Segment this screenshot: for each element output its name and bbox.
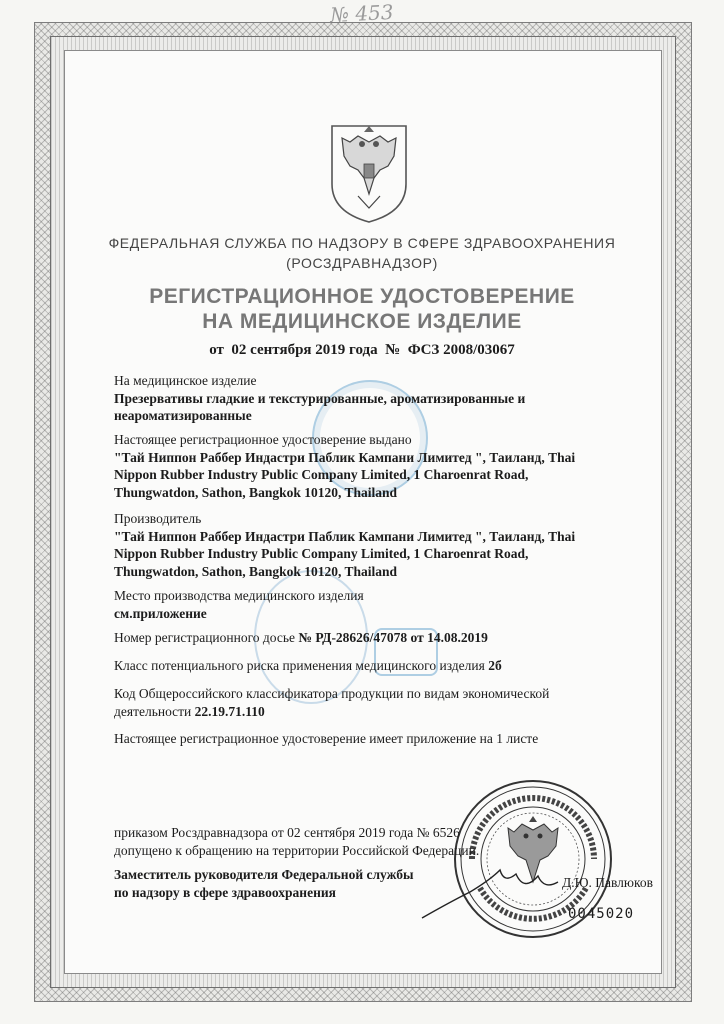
document-number — [90, 340, 634, 360]
device-label: На медицинское изделие — [114, 373, 257, 388]
manufacturer-section — [114, 510, 594, 580]
issued-to-label: Настоящее регистрационное удостоверение выдано — [114, 432, 412, 447]
device-section — [114, 372, 614, 425]
okpd-line — [114, 685, 604, 720]
manufacturer-value: "Тай Ниппон Раббер Индастри Паблик Кампани Лимитед ", Таиланд, Thai Nippon Rubber Industry Public Company Limited, 1 Charoenrat Road, Thungwatdon, Sathon, Bangkok 10120, Thailand — [114, 528, 576, 579]
handwritten-signature-icon — [420, 862, 560, 922]
manufacturer-label: Производитель — [114, 511, 202, 526]
signer-title-line1: Заместитель руководителя Федеральной службы — [114, 867, 414, 882]
document-title-line2: НА МЕДИЦИНСКОЕ ИЗДЕЛИЕ — [202, 310, 522, 333]
coat-of-arms-icon — [328, 122, 410, 226]
agency-name: ФЕДЕРАЛЬНАЯ СЛУЖБА ПО НАДЗОРУ В СФЕРЕ ЗДРАВООХРАНЕНИЯ — [108, 235, 616, 251]
production-place-label: Место производства медицинского изделия — [114, 588, 364, 603]
serial-number: 0045020 — [568, 906, 635, 922]
signer-name: Д.Ю. Павлюков — [562, 875, 653, 890]
document-title-line1: РЕГИСТРАЦИОННОЕ УДОСТОВЕРЕНИЕ — [149, 285, 575, 308]
order-line1: приказом Росздравнадзора от 02 сентября 2019 года № 6526 — [114, 825, 460, 840]
dossier-label: Номер регистрационного досье — [114, 630, 299, 645]
signer-title-line2: по надзору в сфере здравоохранения — [114, 884, 336, 900]
dossier-value: № РД-28626/47078 от 14.08.2019 — [298, 630, 488, 645]
handwritten-note: № 453 — [329, 0, 395, 28]
document-title — [90, 284, 634, 334]
risk-class-line — [114, 657, 614, 675]
order-line2: допущено к обращению на территории Российской Федерации. — [114, 842, 480, 858]
production-place-value: см.приложение — [114, 605, 207, 621]
appendix-note: Настоящее регистрационное удостоверение имеет приложение на 1 листе — [114, 731, 539, 746]
dossier-line — [114, 629, 614, 647]
okpd-label: Код Общероссийского классификатора продукции по видам экономической деятельности — [114, 686, 550, 719]
issued-to-value: "Тай Ниппон Раббер Индастри Паблик Кампани Лимитед ", Таиланд, Thai Nippon Rubber Industry Public Company Limited, 1 Charoenrat Road, Thungwatdon, Sathon, Bangkok 10120, Thailand — [114, 449, 576, 500]
device-value: Презервативы гладкие и текстурированные, ароматизированные и неароматизированные — [114, 390, 526, 423]
risk-class-value: 2б — [488, 658, 502, 673]
order-text — [114, 824, 534, 859]
okpd-value: 22.19.71.110 — [194, 703, 265, 719]
production-place-section — [114, 587, 614, 622]
agency-header — [90, 233, 634, 273]
risk-class-label: Класс потенциального риска применения медицинского изделия — [114, 658, 489, 673]
document-date-number: от 02 сентября 2019 года № ФСЗ 2008/03067 — [209, 342, 515, 358]
agency-abbreviation: (РОСЗДРАВНАДЗОР) — [286, 255, 438, 271]
issued-to-section — [114, 431, 594, 501]
